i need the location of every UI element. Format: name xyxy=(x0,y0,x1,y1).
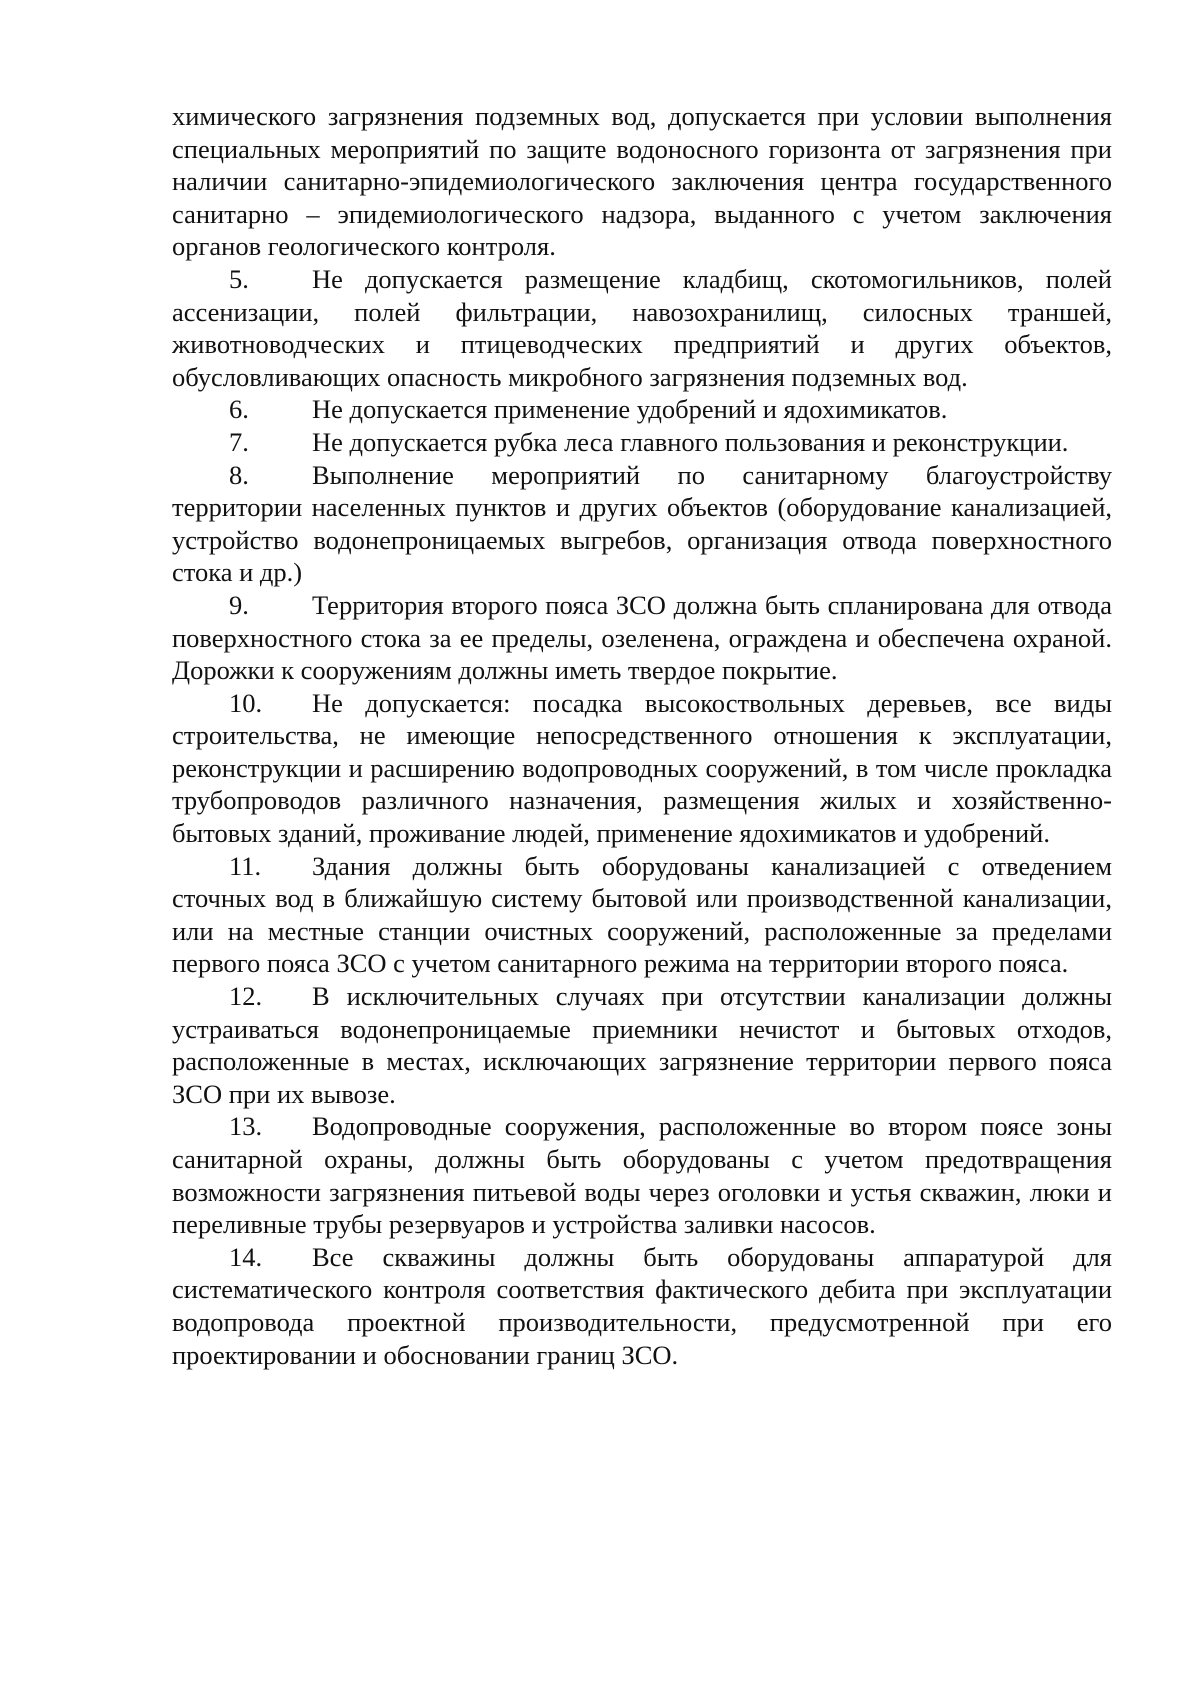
item-text: Не допускается рубка леса главного пользования и реконструкции. xyxy=(312,426,1069,457)
item-number: 11. xyxy=(229,850,262,881)
list-item xyxy=(172,1241,1112,1371)
item-text: В исключительных случаях при отсутствии канализации должны устраиваться водонепроницаемые приемники нечистот и бытовых отходов, расположенные в местах, исключающих загрязнение территории первого пояса ЗСО при их вывозе. xyxy=(172,981,1112,1109)
list-item xyxy=(172,1110,1112,1240)
list-item xyxy=(172,263,1112,393)
intro-paragraph: химического загрязнения подземных вод, допускается при условии выполнения специальных мероприятий по защите водоносного горизонта от загрязнения при наличии санитарно-эпидемиологического заключения центра государственного санитарно – эпидемиологического надзора, выданного с учетом заключения органов геологического контроля. xyxy=(172,101,1112,262)
list-item xyxy=(172,393,1112,426)
list-item xyxy=(172,589,1112,687)
item-text: Территория второго пояса ЗСО должна быть спланирована для отвода поверхностного стока за ее пределы, озеленена, ограждена и обеспечена охраной. Дорожки к сооружениям должны иметь твердое покрытие. xyxy=(172,589,1112,686)
item-text: Выполнение мероприятий по санитарному благоустройству территории населенных пунктов и других объектов (оборудование канализацией, устройство водонепроницаемых выгребов, организация отвода поверхностного стока и др.) xyxy=(172,459,1112,588)
item-number: 5. xyxy=(229,263,249,294)
item-number: 7. xyxy=(229,426,249,457)
item-text: Здания должны быть оборудованы канализацией с отведением сточных вод в ближайшую систему бытовой или производственной канализации, или на местные станции очистных сооружений, расположенные за пределами первого пояса ЗСО с учетом санитарного режима на территории второго пояса. xyxy=(172,850,1112,979)
item-text: Все скважины должны быть оборудованы аппаратурой для систематического контроля соответствия фактического дебита при эксплуатации водопровода проектной производительности, предусмотренной при его проектировании и обосновании границ ЗСО. xyxy=(172,1241,1112,1370)
item-text: Не допускается размещение кладбищ, скотомогильников, полей ассенизации, полей фильтрации, навозохранилищ, силосных траншей, животноводческих и птицеводческих предприятий и других объектов, обусловливающих опасность микробного загрязнения подземных вод. xyxy=(172,263,1112,392)
list-item xyxy=(172,687,1112,850)
list-item xyxy=(172,850,1112,980)
list-item xyxy=(172,426,1112,459)
list-item xyxy=(172,459,1112,589)
item-number: 6. xyxy=(229,394,249,425)
item-number: 13. xyxy=(229,1111,263,1142)
item-number: 12. xyxy=(229,981,263,1012)
item-number: 14. xyxy=(229,1241,263,1272)
item-text: Водопроводные сооружения, расположенные во втором поясе зоны санитарной охраны, должны быть оборудованы с учетом предотвращения возможности загрязнения питьевой воды через оголовки и устья скважин, люки и переливные трубы резервуаров и устройства заливки насосов. xyxy=(172,1111,1112,1240)
item-text: Не допускается: посадка высокоствольных деревьев, все виды строительства, не имеющие непосредственного отношения к эксплуатации, реконструкции и расширению водопроводных сооружений, в том числе прокладка трубопроводов различного назначения, размещения жилых и хозяйственно-бытовых зданий, проживание людей, применение ядохимикатов и удобрений. xyxy=(172,687,1112,849)
item-text: Не допускается применение удобрений и ядохимикатов. xyxy=(312,394,948,425)
item-number: 8. xyxy=(229,459,249,490)
item-number: 10. xyxy=(229,687,263,718)
item-number: 9. xyxy=(229,589,249,620)
list-item xyxy=(172,980,1112,1110)
document-page xyxy=(172,100,1112,1371)
